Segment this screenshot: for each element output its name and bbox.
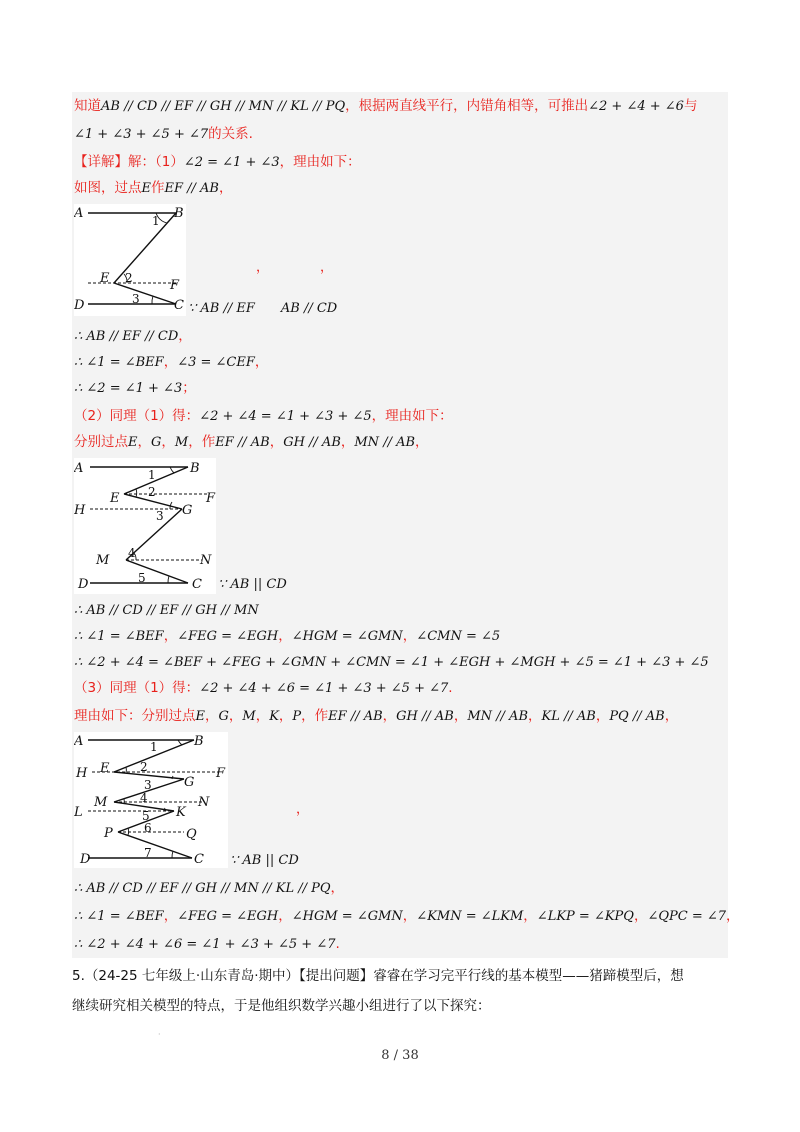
label-F: F bbox=[216, 766, 226, 781]
angle-1: 1 bbox=[148, 468, 156, 482]
math: ∠LKP = ∠KPQ bbox=[536, 909, 634, 924]
label-D: D bbox=[78, 577, 89, 592]
label-G: G bbox=[184, 775, 195, 790]
math: K bbox=[269, 709, 279, 724]
text: ， bbox=[528, 708, 542, 724]
math: ∠FEG = ∠EGH bbox=[177, 629, 279, 644]
stray-comma: ， bbox=[320, 260, 334, 275]
label-B: B bbox=[194, 734, 204, 749]
math: ∵ AB || CD bbox=[218, 577, 287, 592]
text: 如图，过点 bbox=[74, 180, 142, 196]
text: ， bbox=[415, 434, 429, 450]
line-16 bbox=[74, 706, 678, 727]
detail-label: 【详解】解：（1） bbox=[74, 154, 184, 170]
label-D: D bbox=[74, 298, 85, 313]
label-A: A bbox=[74, 461, 84, 476]
math: ∠FEG = ∠EGH bbox=[177, 909, 279, 924]
math: ∠CMN = ∠5 bbox=[416, 629, 501, 644]
angle-4: 4 bbox=[140, 791, 148, 805]
math: PQ // AB bbox=[609, 709, 665, 724]
text: ， bbox=[205, 708, 219, 724]
label-C: C bbox=[192, 577, 202, 592]
label-H: H bbox=[76, 766, 88, 781]
text: ，作 bbox=[301, 708, 329, 724]
figure-2 bbox=[74, 458, 216, 594]
question-5-line-1: 5.（24-25 七年级上·山东青岛·期中）【提出问题】睿睿在学习完平行线的基本模型——猪蹄模型后，想 bbox=[72, 968, 684, 984]
figure-3 bbox=[74, 732, 228, 868]
text: . bbox=[335, 936, 340, 952]
line-2 bbox=[74, 124, 253, 145]
math: E bbox=[128, 435, 138, 450]
angle-2: 2 bbox=[125, 271, 133, 285]
line-3 bbox=[74, 152, 361, 173]
math: KL // AB bbox=[541, 709, 596, 724]
text: ， bbox=[228, 708, 243, 724]
math: ∠QPC = ∠7 bbox=[647, 909, 727, 924]
label-K: K bbox=[176, 805, 186, 820]
angle-3: 3 bbox=[144, 778, 152, 792]
stray-comma: ， bbox=[296, 802, 310, 817]
math: ∠2 + ∠4 = ∠1 + ∠3 + ∠5 bbox=[199, 409, 372, 424]
label-Q: Q bbox=[186, 827, 197, 842]
math: EF // AB bbox=[215, 435, 270, 450]
math: ∴ AB // EF // CD bbox=[74, 329, 179, 344]
text: ， bbox=[178, 328, 192, 344]
text: 知道 bbox=[74, 98, 101, 114]
label-C: C bbox=[174, 298, 184, 313]
line-1 bbox=[74, 96, 697, 117]
stray-comma: ， bbox=[256, 260, 270, 275]
math: M bbox=[174, 435, 189, 450]
text: ， bbox=[163, 908, 178, 924]
text: ， bbox=[269, 434, 284, 450]
math: AB // CD // EF // GH // MN // KL // PQ bbox=[101, 99, 346, 114]
math: ∴ AB // CD // EF // GH // MN // KL // PQ bbox=[74, 881, 331, 896]
text: （3）同理（1）得： bbox=[74, 680, 200, 696]
text: ， bbox=[595, 708, 610, 724]
label-L: L bbox=[74, 805, 83, 820]
line-6 bbox=[74, 326, 192, 347]
line-14 bbox=[74, 652, 709, 673]
text: ； bbox=[182, 380, 196, 396]
label-E: E bbox=[110, 491, 120, 506]
text: ， bbox=[278, 708, 293, 724]
math: ∠2 + ∠4 + ∠6 bbox=[588, 99, 684, 114]
math: E bbox=[141, 181, 151, 196]
text: ， bbox=[254, 354, 269, 370]
text: 作 bbox=[151, 180, 165, 196]
math: M bbox=[242, 709, 256, 724]
text: ， bbox=[163, 628, 178, 644]
math: ∴ ∠1 = ∠BEF bbox=[74, 355, 164, 370]
label-N: N bbox=[200, 553, 212, 568]
text: 与 bbox=[683, 98, 698, 114]
label-E: E bbox=[100, 761, 110, 776]
math: MN // AB bbox=[467, 709, 528, 724]
label-B: B bbox=[174, 206, 184, 221]
math: G bbox=[218, 709, 229, 724]
angle-1: 1 bbox=[150, 740, 158, 754]
text: ， bbox=[278, 628, 292, 644]
line-19 bbox=[74, 906, 740, 927]
text: ，根据两直线平行，内错角相等，可推出 bbox=[345, 98, 589, 114]
math: EF // AB bbox=[164, 181, 219, 196]
text: 分别过点 bbox=[74, 434, 128, 450]
label-M: M bbox=[96, 553, 110, 568]
math: GH // AB bbox=[396, 709, 454, 724]
text: ， bbox=[664, 708, 679, 724]
angle-2: 2 bbox=[148, 485, 156, 499]
text: ， bbox=[278, 908, 292, 924]
math: ∵ AB || CD bbox=[230, 853, 299, 868]
label-C: C bbox=[194, 852, 204, 867]
math: EF // AB bbox=[328, 709, 383, 724]
math: ∠2 + ∠4 + ∠6 = ∠1 + ∠3 + ∠5 + ∠7 bbox=[199, 681, 449, 696]
text: ， bbox=[633, 908, 648, 924]
math: ∴ ∠2 + ∠4 + ∠6 = ∠1 + ∠3 + ∠5 + ∠7 bbox=[74, 937, 336, 952]
math: MN // AB bbox=[354, 435, 416, 450]
math: ∴ ∠2 + ∠4 = ∠BEF + ∠FEG + ∠GMN + ∠CMN = ∠1 + ∠EGH + ∠MGH + ∠5 = ∠1 + ∠3 + ∠5 bbox=[74, 655, 709, 670]
math: ∴ ∠2 = ∠1 + ∠3 bbox=[74, 381, 183, 396]
math: ∠2 = ∠1 + ∠3 bbox=[183, 155, 280, 170]
text: . bbox=[448, 680, 453, 696]
label-N: N bbox=[198, 795, 210, 810]
page-number: 8 / 38 bbox=[381, 1048, 419, 1063]
text: ， bbox=[255, 708, 270, 724]
math: ∠3 = ∠CEF bbox=[177, 355, 255, 370]
label-E: E bbox=[100, 271, 110, 286]
angle-5: 5 bbox=[138, 571, 146, 585]
label-H: H bbox=[74, 503, 86, 518]
text: 理由如下：分别过点 bbox=[74, 708, 196, 724]
text: ， bbox=[523, 908, 537, 924]
math: GH // AB bbox=[283, 435, 341, 450]
math: ∠HGM = ∠GMN bbox=[291, 629, 403, 644]
angle-4: 4 bbox=[128, 546, 136, 560]
line-4 bbox=[74, 178, 232, 199]
label-F: F bbox=[206, 491, 216, 506]
math: ∴ ∠1 = ∠BEF bbox=[74, 629, 164, 644]
angle-6: 6 bbox=[144, 821, 152, 835]
angle-1: 1 bbox=[152, 214, 160, 228]
angle-7: 7 bbox=[144, 846, 152, 860]
label-D: D bbox=[80, 852, 91, 867]
line-13 bbox=[74, 626, 500, 647]
math: ∠KMN = ∠LKM bbox=[416, 909, 524, 924]
label-A: A bbox=[74, 206, 84, 221]
line-15 bbox=[74, 678, 453, 699]
line-11 bbox=[218, 574, 287, 595]
line-8 bbox=[74, 378, 196, 399]
line-17 bbox=[230, 850, 299, 871]
label-P: P bbox=[104, 826, 113, 841]
text: ， bbox=[218, 180, 233, 196]
text: ， bbox=[330, 880, 345, 896]
math: ∠HGM = ∠GMN bbox=[291, 909, 403, 924]
line-12 bbox=[74, 600, 259, 621]
footer-dot: · bbox=[158, 1030, 161, 1039]
math: ∴ AB // CD // EF // GH // MN bbox=[74, 603, 259, 618]
math: E bbox=[195, 709, 205, 724]
text: ，理由如下： bbox=[371, 408, 453, 424]
line-5 bbox=[188, 298, 337, 319]
angle-2: 2 bbox=[140, 760, 148, 774]
line-9 bbox=[74, 406, 453, 427]
label-F: F bbox=[170, 278, 180, 293]
text: ， bbox=[402, 628, 417, 644]
text: ，理由如下： bbox=[279, 154, 361, 170]
math: ∵ AB // EF bbox=[188, 301, 255, 316]
text: ，作 bbox=[188, 434, 216, 450]
angle-5: 5 bbox=[142, 809, 150, 823]
figure-1 bbox=[74, 204, 186, 316]
text: ， bbox=[382, 708, 397, 724]
text: ， bbox=[453, 708, 468, 724]
math: G bbox=[151, 435, 162, 450]
text: ， bbox=[402, 908, 417, 924]
math: P bbox=[292, 709, 302, 724]
text: （2）同理（1）得： bbox=[74, 408, 200, 424]
label-B: B bbox=[190, 461, 200, 476]
label-G: G bbox=[182, 503, 193, 518]
text: 的关系. bbox=[208, 126, 253, 142]
text: ， bbox=[340, 434, 355, 450]
question-5-line-2: 继续研究相关模型的特点，于是他组织数学兴趣小组进行了以下探究： bbox=[72, 998, 491, 1014]
text: ， bbox=[161, 434, 175, 450]
text: ， bbox=[726, 908, 740, 924]
text: ， bbox=[163, 354, 178, 370]
math: ∴ ∠1 = ∠BEF bbox=[74, 909, 164, 924]
math: ∠1 + ∠3 + ∠5 + ∠7 bbox=[74, 127, 209, 142]
line-20 bbox=[74, 934, 340, 955]
angle-3: 3 bbox=[156, 509, 164, 523]
math: AB // CD bbox=[280, 301, 338, 316]
label-M: M bbox=[94, 795, 108, 810]
label-A: A bbox=[74, 734, 84, 749]
angle-3: 3 bbox=[132, 292, 140, 306]
text: ， bbox=[137, 434, 151, 450]
line-7 bbox=[74, 352, 268, 373]
line-10 bbox=[74, 432, 429, 453]
line-18 bbox=[74, 878, 344, 899]
